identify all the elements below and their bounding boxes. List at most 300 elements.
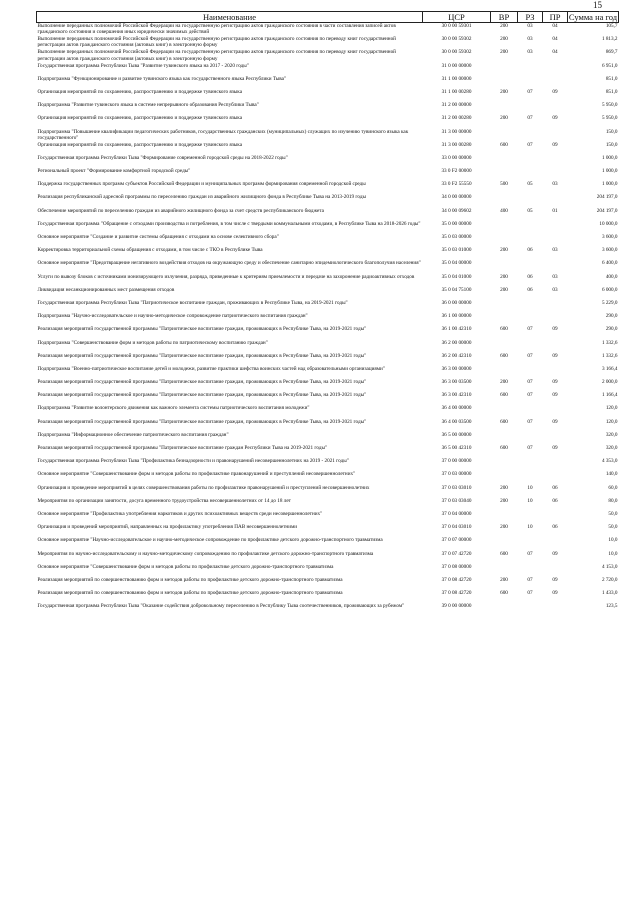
table-row xyxy=(37,76,619,89)
row-sum: 10,0 xyxy=(608,537,618,544)
row-sum: 5 229,0 xyxy=(601,299,618,306)
table-row xyxy=(37,432,619,445)
row-name: Государственная программа "Обращение с отходами производства и потребления, в том числе с твердыми коммунальными отходами, в Республике Тыва на 2018-2026 годы" xyxy=(37,220,421,227)
row-csr: 37 0 03 00000 xyxy=(441,471,472,478)
row-pr xyxy=(543,300,568,313)
row-pr xyxy=(543,537,568,550)
row-pr xyxy=(543,234,568,247)
row-name: Региональный проект "Формирование комфортной городской среды" xyxy=(37,168,191,175)
table-row xyxy=(37,221,619,234)
row-sum: 140,0 xyxy=(605,471,618,478)
row-sum: 3 600,0 xyxy=(601,247,618,254)
row-rz xyxy=(518,458,543,471)
row-name: Организация мероприятий по сохранению, распространению и поддержке тувинского языка xyxy=(37,115,243,122)
row-sum: 290,0 xyxy=(605,313,618,320)
row-rz xyxy=(518,471,543,484)
table-row xyxy=(37,590,619,603)
row-name: Государственная программа Республики Тыва "Оказание содействия добровольному переселению в Республику Тыва соотечественников, проживающих за рубежом" xyxy=(37,603,405,610)
row-vr xyxy=(491,129,518,142)
row-pr: 09 xyxy=(552,88,558,95)
row-pr xyxy=(543,221,568,234)
table-row xyxy=(37,458,619,471)
table-row xyxy=(37,603,619,616)
row-rz xyxy=(518,155,543,168)
row-pr xyxy=(543,511,568,524)
row-sum: 80,0 xyxy=(608,497,618,504)
table-row xyxy=(37,366,619,379)
row-name: Организация мероприятий по сохранению, распространению и поддержке тувинского языка xyxy=(37,88,243,95)
row-csr: 37 0 07 00000 xyxy=(441,537,472,544)
row-sum: 6 951,0 xyxy=(601,62,618,69)
row-vr: 400 xyxy=(500,207,508,214)
row-rz: 07 xyxy=(527,418,533,425)
col-rz-header: РЗ xyxy=(518,12,543,23)
row-sum: 400,0 xyxy=(605,273,618,280)
row-csr: 31 2 00 00000 xyxy=(441,102,472,109)
row-pr xyxy=(543,366,568,379)
table-row xyxy=(37,326,619,339)
table-row xyxy=(37,129,619,142)
table-header-row xyxy=(37,12,619,23)
row-name: Реализация мероприятий государственной программы "Патриотическое воспитание граждан, проживающих в Республике Тыва, на 2019-2021 годы" xyxy=(37,379,367,386)
row-csr: 31 1 00 00000 xyxy=(441,75,472,82)
row-name: Подпрограмма "Развитие тувинского языка в системе непрерывного образования Республики Тыва" xyxy=(37,102,259,109)
row-sum: 2 000,0 xyxy=(601,379,618,386)
row-csr: 35 0 04 00000 xyxy=(441,260,472,267)
table-row xyxy=(37,392,619,405)
row-sum: 4 353,0 xyxy=(601,458,618,465)
row-rz: 05 xyxy=(527,207,533,214)
row-name: Реализация мероприятий по совершенствованию форм и методов работы по профилактике детского дорожно-транспортного травматизма xyxy=(37,576,343,583)
row-name: Реализация мероприятий государственной программы "Патриотическое воспитание граждан, проживающих в Республике Тыва, на 2019-2021 годы" xyxy=(37,352,367,359)
row-vr xyxy=(491,366,518,379)
row-name: Государственная программа Республики Тыва "Формирование современной городской среды на 2018-2022 годы" xyxy=(37,154,288,161)
row-pr: 01 xyxy=(552,207,558,214)
row-vr xyxy=(491,313,518,326)
row-csr: 36 2 00 42310 xyxy=(441,352,472,359)
row-sum: 1 000,0 xyxy=(601,154,618,161)
row-sum: 320,0 xyxy=(605,431,618,438)
row-name: Основное мероприятие "Создание и развитие системы обращения с отходами на основе селективного сбора" xyxy=(37,234,279,240)
row-rz: 06 xyxy=(527,286,533,293)
row-name: Подпрограмма "Совершенствование форм и методов работы по патриотическому воспитанию граждан" xyxy=(37,339,268,346)
table-row xyxy=(37,340,619,353)
row-rz: 07 xyxy=(527,590,533,597)
table-row xyxy=(37,63,619,76)
table-row xyxy=(37,49,619,62)
row-rz: 10 xyxy=(527,484,533,491)
table-row xyxy=(37,89,619,102)
row-pr: 04 xyxy=(552,36,558,43)
row-rz: 03 xyxy=(527,36,533,43)
table-row xyxy=(37,577,619,590)
row-name: Подпрограмма "Военно-патриотическое воспитание детей и молодежи, развитие практики шефства воинских частей над образовательными организациями" xyxy=(37,365,385,372)
row-pr xyxy=(543,260,568,273)
row-rz xyxy=(518,260,543,273)
row-name: Реализация мероприятий по совершенствованию форм и методов работы по профилактике детского дорожно-транспортного травматизма xyxy=(37,590,343,597)
row-name: Государственная программа Республики Тыва "Профилактика безнадзорности и правонарушений несовершеннолетних на 2019 - 2021 годы" xyxy=(37,458,349,465)
table-row xyxy=(37,445,619,458)
row-rz: 07 xyxy=(527,88,533,95)
row-csr: 30 0 00 59302 xyxy=(441,36,472,43)
row-name: Поддержка государственных программ субъектов Российской Федерации и муниципальных программ формирования современной городской среды xyxy=(37,181,366,188)
row-pr: 09 xyxy=(552,392,558,399)
row-csr: 39 0 00 00000 xyxy=(441,603,472,610)
row-sum: 290,0 xyxy=(605,326,618,333)
row-vr: 200 xyxy=(500,497,508,504)
row-vr: 600 xyxy=(500,445,508,451)
row-pr: 04 xyxy=(552,49,558,56)
row-name: Корректировка территориальной схемы обращения с отходами, в том числе с ТКО в Республике Тыва xyxy=(37,247,263,254)
row-vr xyxy=(491,155,518,168)
row-vr xyxy=(491,405,518,418)
row-pr: 03 xyxy=(552,247,558,254)
row-sum: 5 950,0 xyxy=(601,115,618,122)
col-csr-header: ЦСР xyxy=(423,12,491,23)
row-name: Реализация мероприятий государственной программы "Патриотическое воспитание граждан, проживающих в Республике Тыва, на 2019-2021 годы" xyxy=(37,392,367,399)
row-rz xyxy=(518,511,543,524)
row-pr: 09 xyxy=(552,590,558,597)
row-name: Основное мероприятие "Профилактика употребления наркотиков и других психоактивных веществ среди несовершеннолетних" xyxy=(37,510,323,517)
row-vr: 200 xyxy=(500,49,508,56)
table-row xyxy=(37,405,619,418)
row-rz: 06 xyxy=(527,247,533,254)
row-csr: 31 2 00 00280 xyxy=(441,115,472,122)
row-csr: 37 0 03 03040 xyxy=(441,497,472,504)
row-pr xyxy=(543,603,568,616)
row-pr: 09 xyxy=(552,379,558,386)
row-vr xyxy=(491,564,518,577)
row-csr: 34 0 00 00000 xyxy=(441,194,472,201)
row-sum: 1 332,6 xyxy=(601,339,618,346)
page-number: 15 xyxy=(593,0,602,10)
row-rz: 07 xyxy=(527,115,533,122)
col-name-header: Наименование xyxy=(37,12,423,23)
row-pr xyxy=(543,313,568,326)
row-csr: 37 0 08 00000 xyxy=(441,563,472,570)
row-name: Основное мероприятие "Совершенствование форм и методов работы по профилактике детского дорожно-транспортного травматизма xyxy=(37,563,334,570)
row-vr xyxy=(491,537,518,550)
row-vr: 500 xyxy=(500,181,508,188)
row-pr xyxy=(543,76,568,89)
table-row xyxy=(37,511,619,524)
row-rz xyxy=(518,300,543,313)
row-sum: 6 400,0 xyxy=(601,260,618,267)
row-csr: 36 5 00 00000 xyxy=(441,431,472,438)
row-sum: 1 000,0 xyxy=(601,181,618,188)
row-pr xyxy=(543,471,568,484)
row-csr: 37 0 08 42720 xyxy=(441,576,472,583)
row-csr: 30 0 00 59302 xyxy=(441,49,472,56)
row-pr: 09 xyxy=(552,445,558,451)
row-pr: 03 xyxy=(552,273,558,280)
row-pr: 06 xyxy=(552,497,558,504)
row-pr: 06 xyxy=(552,524,558,531)
row-sum: 120,0 xyxy=(605,405,618,412)
table-row xyxy=(37,194,619,207)
row-name: Подпрограмма "Повышение квалификации педагогических работников, государственных гражданских (муниципальных) служащих по изучению тувинского языка как государственного" xyxy=(37,128,409,141)
row-csr: 35 0 03 01000 xyxy=(441,247,472,254)
row-vr: 200 xyxy=(500,23,508,29)
row-name: Ликвидация несанкционированных мест размещения отходов xyxy=(37,286,175,293)
row-vr xyxy=(491,234,518,247)
row-sum: 869,7 xyxy=(605,49,618,56)
row-sum: 3 166,4 xyxy=(601,365,618,372)
row-pr: 09 xyxy=(552,326,558,333)
row-vr xyxy=(491,102,518,115)
row-vr: 600 xyxy=(500,418,508,425)
table-row xyxy=(37,551,619,564)
row-vr xyxy=(491,260,518,273)
row-rz: 10 xyxy=(527,524,533,531)
row-csr: 36 2 00 00000 xyxy=(441,339,472,346)
row-name: Государственная программа Республики Тыва "Патриотическое воспитание граждан, проживающих в Республике Тыва, на 2019-2021 годы" xyxy=(37,299,348,306)
row-csr: 36 4 00 03500 xyxy=(441,418,472,425)
row-rz: 07 xyxy=(527,392,533,399)
row-rz xyxy=(518,366,543,379)
row-sum: 851,0 xyxy=(605,75,618,82)
row-rz xyxy=(518,129,543,142)
row-pr xyxy=(543,340,568,353)
table-row xyxy=(37,155,619,168)
row-sum: 4 153,0 xyxy=(601,563,618,570)
row-vr: 200 xyxy=(500,273,508,280)
row-pr xyxy=(543,63,568,76)
row-csr: 37 0 04 03010 xyxy=(441,524,472,531)
row-vr: 200 xyxy=(500,286,508,293)
row-name: Реализация мероприятий государственной программы "Патриотическое воспитание граждан, проживающих в Республике Тыва, на 2019-2021 годы" xyxy=(37,326,367,333)
row-vr: 200 xyxy=(500,88,508,95)
row-name: Мероприятия по организации занятости, досуга временного трудоустройства несовершеннолетних от 14 до 18 лет xyxy=(37,497,291,504)
table-row xyxy=(37,102,619,115)
row-csr: 30 0 00 59301 xyxy=(441,23,472,29)
row-rz xyxy=(518,102,543,115)
row-rz xyxy=(518,221,543,234)
row-pr: 09 xyxy=(552,576,558,583)
row-pr xyxy=(543,129,568,142)
col-sum-header: Сумма на год xyxy=(568,12,618,22)
row-sum: 105,7 xyxy=(605,23,618,29)
col-pr-header: ПР xyxy=(543,12,568,23)
row-rz xyxy=(518,405,543,418)
table-row xyxy=(37,142,619,155)
row-name: Государственная программа Республики Тыва "Развитие тувинского языка на 2017 - 2020 годы" xyxy=(37,62,249,69)
row-vr: 200 xyxy=(500,576,508,583)
row-csr: 37 0 04 00000 xyxy=(441,510,472,517)
row-vr: 600 xyxy=(500,141,508,148)
row-csr: 31 3 00 00280 xyxy=(441,141,472,148)
table-row xyxy=(37,353,619,366)
row-vr xyxy=(491,511,518,524)
row-rz xyxy=(518,194,543,207)
row-vr xyxy=(491,194,518,207)
row-csr: 36 1 00 00000 xyxy=(441,313,472,320)
row-rz: 10 xyxy=(527,497,533,504)
row-sum: 204 197,0 xyxy=(596,194,618,201)
row-vr: 200 xyxy=(500,379,508,386)
row-rz: 07 xyxy=(527,326,533,333)
row-rz xyxy=(518,63,543,76)
row-vr: 200 xyxy=(500,115,508,122)
table-row xyxy=(37,564,619,577)
row-csr: 37 0 07 42720 xyxy=(441,550,472,557)
row-name: Основное мероприятие "Совершенствование форм и методов работы по профилактике правонарушений и преступлений несовершеннолетних" xyxy=(37,471,356,478)
table-row xyxy=(37,498,619,511)
table-row xyxy=(37,115,619,128)
row-name: Обеспечение мероприятий по переселению граждан из аварийного жилищного фонда за счет средств республиканского бюджета xyxy=(37,207,324,214)
row-name: Выполнение переданных полномочий Российской Федерации на государственную регистрацию актов гражданского состояния по переводу книг государственной регистрации актов гражданского состояния (актовых книг) в электронную форму xyxy=(37,49,396,62)
row-rz xyxy=(518,432,543,445)
row-csr: 31 3 00 00000 xyxy=(441,128,472,135)
row-name: Организация и проведений мероприятий, направленных на профилактику употребления ПАВ несовершеннолетними xyxy=(37,524,298,531)
row-rz: 07 xyxy=(527,352,533,359)
table-row xyxy=(37,287,619,300)
row-csr: 36 3 00 00000 xyxy=(441,365,472,372)
row-pr xyxy=(543,155,568,168)
table-body xyxy=(37,23,619,617)
row-name: Выполнение переданных полномочий Российской Федерации на государственную регистрацию актов гражданского состояния в части составления записей актов гражданского состояния и совершения иных юридически значимых действий xyxy=(37,23,396,36)
row-vr: 600 xyxy=(500,326,508,333)
row-csr: 31 0 00 00000 xyxy=(441,62,472,69)
row-vr xyxy=(491,168,518,181)
table-row xyxy=(37,208,619,221)
row-pr xyxy=(543,168,568,181)
row-csr: 35 0 03 00000 xyxy=(441,234,472,240)
table-row xyxy=(37,247,619,260)
row-vr xyxy=(491,603,518,616)
row-pr xyxy=(543,102,568,115)
row-name: Мероприятия по научно-исследовательскому и научно-методическому сопровождению по профилактике детского дорожно-транспортного травматизма xyxy=(37,550,374,557)
table-row xyxy=(37,419,619,432)
row-csr: 35 0 00 00000 xyxy=(441,220,472,227)
row-csr: 36 3 00 42310 xyxy=(441,392,472,399)
row-rz: 05 xyxy=(527,181,533,188)
table-row xyxy=(37,300,619,313)
table-row xyxy=(37,23,619,37)
table-row xyxy=(37,234,619,247)
row-csr: 36 5 00 42310 xyxy=(441,445,472,451)
row-pr: 09 xyxy=(552,352,558,359)
row-vr xyxy=(491,63,518,76)
row-sum: 1 166,4 xyxy=(601,392,618,399)
row-pr xyxy=(543,432,568,445)
row-rz: 07 xyxy=(527,379,533,386)
row-sum: 50,0 xyxy=(608,524,618,531)
row-name: Подпрограмма "Функционирование и развитие тувинского языка как государственного языка Республики Тыва" xyxy=(37,75,287,82)
row-csr: 36 1 00 42310 xyxy=(441,326,472,333)
row-pr xyxy=(543,405,568,418)
row-csr: 36 3 00 03500 xyxy=(441,379,472,386)
row-name: Подпрограмма "Научно-исследовательское и научно-методическое сопровождение патриотического воспитания граждан" xyxy=(37,313,308,320)
budget-table xyxy=(36,11,619,616)
row-pr xyxy=(543,564,568,577)
row-name: Подпрограмма "Развитие волонтерского движения как важного элемента системы патриотического воспитания молодежи" xyxy=(37,405,310,412)
row-pr: 09 xyxy=(552,115,558,122)
row-vr xyxy=(491,458,518,471)
row-csr: 34 0 00 09602 xyxy=(441,207,472,214)
row-sum: 150,0 xyxy=(605,141,618,148)
row-csr: 37 0 03 03010 xyxy=(441,484,472,491)
row-vr: 600 xyxy=(500,352,508,359)
row-sum: 1 433,0 xyxy=(601,590,618,597)
row-rz xyxy=(518,340,543,353)
row-csr: 37 0 00 00000 xyxy=(441,458,472,465)
row-rz xyxy=(518,537,543,550)
row-rz: 03 xyxy=(527,23,533,29)
row-vr: 200 xyxy=(500,36,508,43)
table-row xyxy=(37,181,619,194)
row-sum: 320,0 xyxy=(605,445,618,451)
row-pr: 09 xyxy=(552,418,558,425)
row-csr: 36 0 00 00000 xyxy=(441,299,472,306)
row-rz: 03 xyxy=(527,49,533,56)
row-sum: 150,0 xyxy=(605,128,618,135)
row-name: Реализация республиканской адресной программы по переселению граждан из аварийного жилищного фонда в Республике Тыва на 2013-2019 годы xyxy=(37,194,366,201)
row-vr: 600 xyxy=(500,550,508,557)
row-name: Основное мероприятие "Научно-исследовательское и научно-методическое сопровождение по профилактике детского дорожно-транспортного травматизма xyxy=(37,537,383,544)
row-csr: 33 0 F2 55550 xyxy=(441,181,472,188)
row-csr: 37 0 08 42720 xyxy=(441,590,472,597)
row-sum: 120,0 xyxy=(605,418,618,425)
row-name: Организация и проведение мероприятий в целях совершенствования работы по профилактике правонарушений и преступлений несовершеннолетних xyxy=(37,484,370,491)
table-row xyxy=(37,379,619,392)
row-rz xyxy=(518,564,543,577)
row-sum: 851,0 xyxy=(605,88,618,95)
row-pr: 04 xyxy=(552,23,558,29)
row-rz xyxy=(518,603,543,616)
row-rz: 07 xyxy=(527,576,533,583)
row-sum: 60,0 xyxy=(608,484,618,491)
row-vr xyxy=(491,76,518,89)
row-sum: 50,0 xyxy=(608,510,618,517)
row-sum: 1 332,6 xyxy=(601,352,618,359)
row-sum: 1 813,2 xyxy=(601,36,618,43)
row-pr: 06 xyxy=(552,484,558,491)
col-vr-header: ВР xyxy=(491,12,518,23)
table-row xyxy=(37,274,619,287)
row-rz xyxy=(518,168,543,181)
table-row xyxy=(37,471,619,484)
table-row xyxy=(37,168,619,181)
row-rz: 07 xyxy=(527,141,533,148)
row-name: Организация мероприятий по сохранению, распространению и поддержке тувинского языка xyxy=(37,141,243,148)
table-row xyxy=(37,36,619,49)
row-rz xyxy=(518,234,543,247)
row-vr xyxy=(491,300,518,313)
row-name: Подпрограмма "Информационное обеспечение патриотического воспитания граждан" xyxy=(37,431,229,438)
row-vr: 200 xyxy=(500,247,508,254)
row-pr: 09 xyxy=(552,550,558,557)
row-vr: 200 xyxy=(500,484,508,491)
row-csr: 35 0 04 75100 xyxy=(441,286,472,293)
row-rz xyxy=(518,76,543,89)
row-name: Основное мероприятие "Предотвращение негативного воздействия отходов на окружающую среду и обеспечение санитарно эпидемиологического благополучия населения" xyxy=(37,260,421,267)
row-sum: 6 000,0 xyxy=(601,286,618,293)
row-pr: 03 xyxy=(552,286,558,293)
table-row xyxy=(37,485,619,498)
table-row xyxy=(37,524,619,537)
row-vr: 200 xyxy=(500,524,508,531)
row-sum: 123,5 xyxy=(605,603,618,610)
row-rz: 07 xyxy=(527,550,533,557)
row-rz: 06 xyxy=(527,273,533,280)
row-sum: 3 600,0 xyxy=(601,234,618,240)
row-csr: 31 1 00 00280 xyxy=(441,88,472,95)
row-csr: 33 0 F2 00000 xyxy=(441,168,472,175)
row-sum: 1 000,0 xyxy=(601,168,618,175)
row-vr xyxy=(491,471,518,484)
row-csr: 35 0 04 01000 xyxy=(441,273,472,280)
